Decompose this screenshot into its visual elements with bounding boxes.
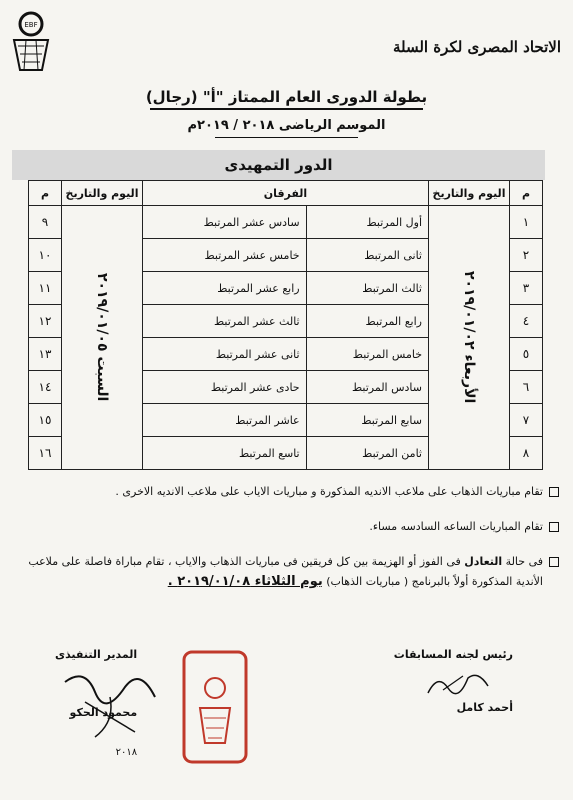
svg-text:EBF: EBF [24, 21, 38, 29]
checkbox-icon [549, 557, 559, 567]
teams-header-label: الفرق [277, 186, 308, 200]
signature-title-left: المدير التنفيذى [55, 648, 138, 661]
day-label-right: الأربعاء ٢٠١٩/٠١/٠٢ [461, 271, 477, 404]
day-cell-left [62, 206, 143, 470]
team-away: ثالث عشر المرتبط [143, 305, 307, 338]
handwritten-signature-icon [55, 662, 165, 742]
signature-name-right: أحمد كامل [456, 701, 513, 714]
table-row [29, 206, 543, 239]
season-label: الموسم الرياضى ٢٠١٨ / ٢٠١٩م [187, 118, 386, 133]
match-number: ١٠ [29, 239, 62, 272]
signature-name-left: محمود الحكو [69, 706, 138, 719]
match-number: ١٦ [29, 437, 62, 470]
note-text-post: فى الفوز أو الهزيمة بين كل فريقين فى مباريات الذهاب والاياب ، تقام مباراة فاصلة على ملاعب الأندية المذكورة أولاً بالبرنامج ( مباريات الذهاب) [28, 555, 543, 588]
match-number: ١ [510, 206, 543, 239]
col-header-num: م [510, 181, 543, 206]
federation-stamp-icon [180, 648, 250, 766]
playoff-date: يوم الثلاثاء ٢٠١٩/٠١/٠٨ . [167, 574, 323, 589]
match-number: ٧ [510, 404, 543, 437]
day-cell-right [429, 206, 510, 470]
note-item [14, 482, 559, 502]
day-label-left: السبت ٢٠١٩/٠١/٠٥ [94, 273, 110, 402]
team-away: ثانى عشر المرتبط [143, 338, 307, 371]
match-number: ١١ [29, 272, 62, 305]
match-number: ٢ [510, 239, 543, 272]
notes-section [14, 482, 559, 607]
team-home: خامس المرتبط [306, 338, 428, 371]
match-number: ٣ [510, 272, 543, 305]
match-number: ١٣ [29, 338, 62, 371]
team-away: رابع عشر المرتبط [143, 272, 307, 305]
col-header-date: اليوم والتاريخ [429, 181, 510, 206]
team-away: حادى عشر المرتبط [143, 371, 307, 404]
team-home: أول المرتبط [306, 206, 428, 239]
season-underline [215, 137, 358, 138]
schedule-table [28, 180, 543, 470]
match-number: ١٤ [29, 371, 62, 404]
note-text: تقام المباريات الساعه السادسه مساء. [369, 520, 543, 533]
team-home: ثالث المرتبط [306, 272, 428, 305]
match-number: ٦ [510, 371, 543, 404]
title-underline [150, 108, 423, 110]
checkbox-icon [549, 522, 559, 532]
team-home: سادس المرتبط [306, 371, 428, 404]
page-title: بطولة الدورى العام الممتاز "أ" (رجال) [145, 88, 428, 106]
handwritten-year: ٢٠١٨ [115, 747, 138, 758]
col-header-teams [143, 181, 429, 206]
federation-logo-icon [8, 10, 54, 74]
match-number: ٥ [510, 338, 543, 371]
checkbox-icon [549, 487, 559, 497]
teams-header-suffix: ان [263, 186, 278, 200]
note-text-pre: فى حالة [502, 555, 543, 568]
signature-title-right: رئيس لجنه المسابقات [393, 648, 513, 661]
team-away: خامس عشر المرتبط [143, 239, 307, 272]
note-text-bold: التعادل [464, 555, 503, 568]
note-item [14, 552, 559, 592]
handwritten-signature-icon [423, 668, 493, 698]
note-item [14, 517, 559, 537]
team-away: تاسع المرتبط [143, 437, 307, 470]
team-home: رابع المرتبط [306, 305, 428, 338]
match-number: ١٥ [29, 404, 62, 437]
signature-block-left [55, 648, 137, 758]
team-home: سابع المرتبط [306, 404, 428, 437]
match-number: ١٢ [29, 305, 62, 338]
team-away: سادس عشر المرتبط [143, 206, 307, 239]
signature-block-right [394, 648, 513, 714]
team-home: ثامن المرتبط [306, 437, 428, 470]
col-header-date-2: اليوم والتاريخ [62, 181, 143, 206]
round-banner: الدور التمهيدى [12, 150, 545, 180]
team-home: ثانى المرتبط [306, 239, 428, 272]
federation-name: الاتحاد المصرى لكرة السلة [392, 38, 561, 56]
team-away: عاشر المرتبط [143, 404, 307, 437]
col-header-num-2: م [29, 181, 62, 206]
match-number: ٩ [29, 206, 62, 239]
match-number: ٤ [510, 305, 543, 338]
table-header-row [29, 181, 543, 206]
note-text: تقام مباريات الذهاب على ملاعب الانديه المذكورة و مباريات الاياب على ملاعب الانديه الاخرى . [115, 485, 543, 498]
match-number: ٨ [510, 437, 543, 470]
